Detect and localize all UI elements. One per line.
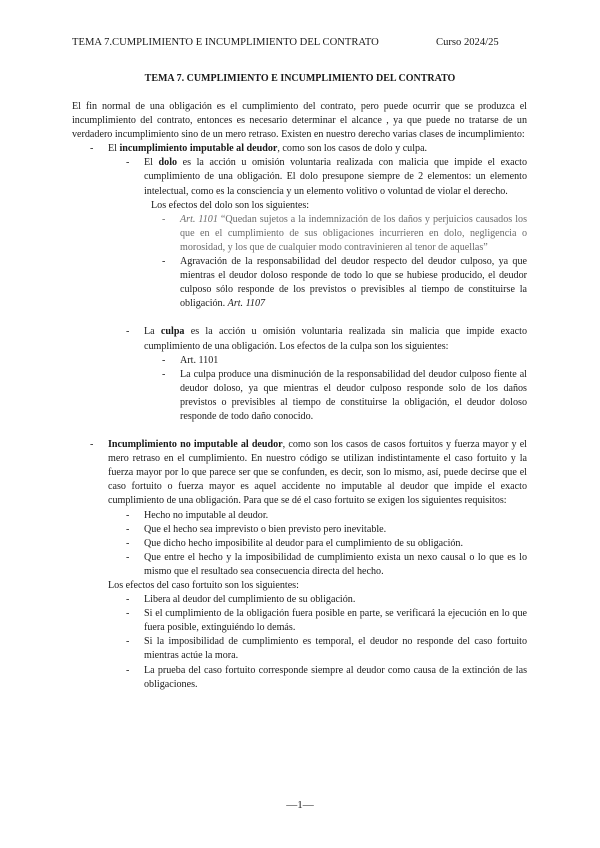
culpa-effect-item: - Art. 1101: [162, 354, 219, 366]
efecto-item: - La prueba del caso fortuito corresponde siempre al deudor como causa de la extinción de las obligaciones.: [126, 664, 527, 690]
caso-fortuito-effects-heading: Los efectos del caso fortuito son los siguientes:: [108, 580, 299, 591]
term-imputable: incumplimiento imputable al deudor: [119, 143, 278, 155]
section-no-imputable: - Incumplimiento no imputable al deudor, como son los casos de casos fortuitos y fuerza mayor y el mero retraso en el cumplimiento. En nuestro código se utilizan indistintamente el caso fortuito y la fuerza mayor por lo que parece ser que se confunden, es decir, son lo mismo, así, puede decirse que el caso fortuito o fuerza mayor es aquel accidente no imputable al deudor que impide el exacto cumplimiento de una obligación. Para que se dé el caso fortuito se exigen los siguientes requisitos:: [90, 439, 527, 507]
article-ref: Art. 1101: [180, 213, 218, 225]
culpa-definition: - La culpa es la acción u omisión voluntaria realizada sin malicia que impide exacto cumplimiento de una obligación. Los efectos de la culpa son los siguientes:: [126, 326, 527, 352]
requisito-item: - Hecho no imputable al deudor.: [126, 509, 269, 521]
requisito-item: - Que dicho hecho imposibilite al deudor para el cumplimiento de su obligación.: [126, 537, 463, 549]
page-number: —1—: [286, 799, 314, 811]
term-no-imputable: Incumplimiento no imputable al deudor: [108, 439, 283, 451]
header-course-topic: TEMA 7.CUMPLIMIENTO E INCUMPLIMIENTO DEL CONTRATO: [72, 37, 379, 48]
culpa-effect-item: - La culpa produce una disminución de la responsabilidad del deudor culposo fiente al deudor doloso, ya que mientras el deudor culposo responde solo de los daños previstos o previsibles al tiempo de constituirse la obligación, el deudor doloso responde de todo daño conocido.: [162, 368, 527, 422]
dolo-effect-art1101: - Art. 1101 “Quedan sujetos a la indemnización de los daños y perjuicios causados los que en el cumplimiento de sus obligaciones incurrieren en dolo, negligencia o morosidad, y los que de cualquier modo contravinieren al tenor de aquellas”: [162, 213, 527, 253]
efecto-item: - Si la imposibilidad de cumplimiento es temporal, el deudor no responde del caso fortuito mientras actúe la mora.: [126, 636, 527, 662]
requisito-item: - Que entre el hecho y la imposibilidad de cumplimiento exista un nexo causal o lo que es lo mismo que el resultado sea consecuencia directa del hecho.: [126, 551, 527, 577]
dolo-effect-agravacion: - Agravación de la responsabilidad del deudor respecto del deudor culposo, ya que mientras el deudor doloso responde de todo lo que se hubiese producido, el deudor culposo sólo responde de los previstos o previsibles al tiempo de constituirse la obligación. Art. 1107: [162, 256, 527, 310]
bullet-dash: -: [90, 143, 94, 155]
efecto-item: - Libera al deudor del cumplimiento de su obligación.: [126, 594, 356, 606]
dolo-effects-heading: Los efectos del dolo son los siguientes:: [151, 199, 310, 211]
term-dolo: dolo: [158, 157, 178, 169]
requisito-item: - Que el hecho sea imprevisto o bien previsto pero inevitable.: [126, 523, 387, 535]
dolo-definition: - El dolo es la acción u omisión voluntaria realizada con malicia que impide el exacto cumplimiento de una obligación. El dolo presupone siempre de 2 elementos: un elemento intelectual, como es la consciencia y un elemento volitivo o voluntad de violar el derecho.: [126, 157, 527, 197]
article-quote: “Quedan sujetos a la indemnización de los daños y perjuicios causados los que en el cumplimiento de sus obligaciones incurrieren en dolo, negligencia o morosidad, y los que de cualquier modo contravinieren al tenor de aquellas”: [180, 213, 527, 253]
page-title: TEMA 7. CUMPLIMIENTO E INCUMPLIMIENTO DEL CONTRATO: [144, 73, 456, 84]
document-body: [72, 100, 527, 692]
section-imputable: - El incumplimiento imputable al deudor, como son los casos de dolo y culpa.: [72, 142, 527, 156]
article-ref: Art. 1107: [227, 298, 266, 310]
intro-paragraph: El fin normal de una obligación es el cumplimiento del contrato, pero puede ocurrir que se produzca el incumplimiento del contrato, entonces es necesario determinar el alcance , ya que puede no tratarse de un verdadero incumplimiento sino de un mero retraso. Existen en nuestro derecho varias clases de incumplimiento:: [72, 101, 527, 141]
efecto-item: - Si el cumplimiento de la obligación fuera posible en parte, se verificará la ejecución en lo que fuera posible, extinguiéndo lo demás.: [126, 608, 527, 634]
header-academic-year: Curso 2024/25: [436, 37, 499, 48]
term-culpa: culpa: [160, 326, 185, 338]
